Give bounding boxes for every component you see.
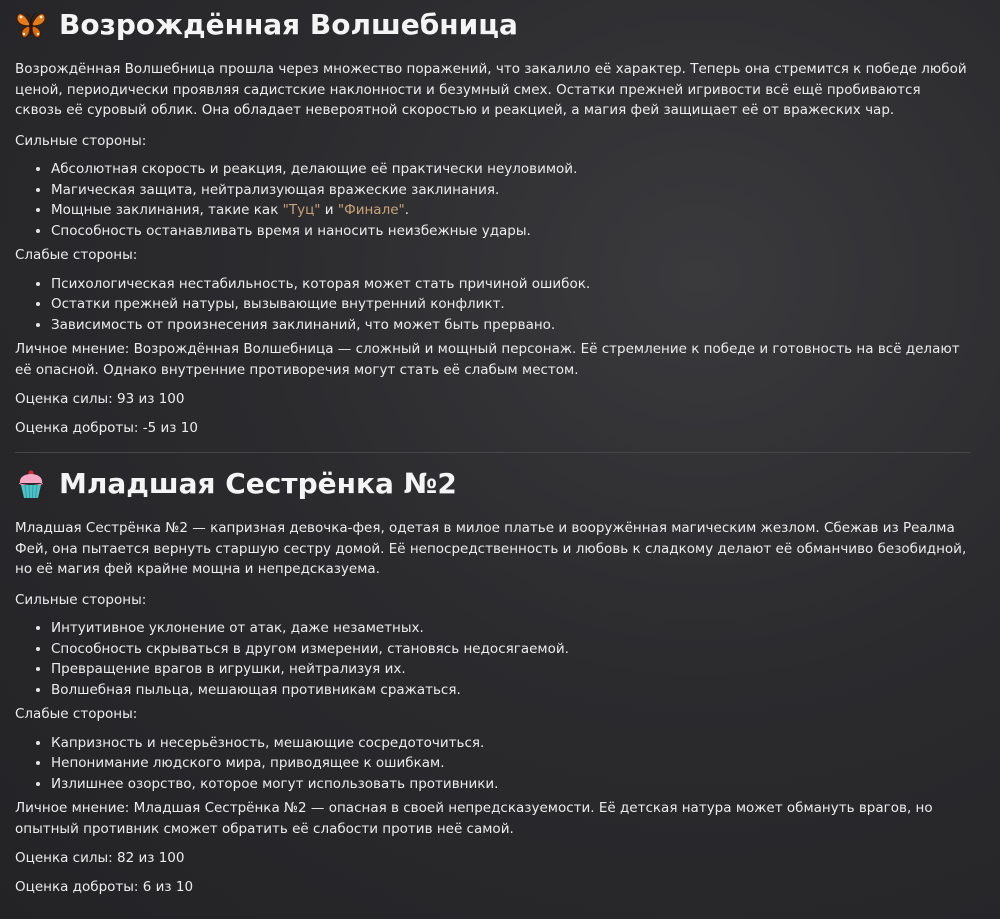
weaknesses-label: Слабые стороны: bbox=[15, 247, 138, 263]
list-item: • Психологическая нестабильность, которая может стать причиной ошибок. bbox=[51, 274, 970, 295]
power-score: Оценка силы: 93 из 100 bbox=[15, 391, 185, 407]
character-section-little-sister bbox=[15, 452, 970, 897]
character-section-sorceress bbox=[15, 4, 970, 438]
strengths-list bbox=[15, 618, 970, 700]
spell-name: "Туц" bbox=[282, 202, 321, 218]
weaknesses-list bbox=[15, 274, 970, 336]
strengths-list bbox=[15, 159, 970, 241]
weaknesses-list bbox=[15, 733, 970, 795]
kindness-score: Оценка доброты: 6 из 10 bbox=[15, 878, 194, 895]
list-item-text: Мощные заклинания, такие как bbox=[51, 202, 283, 218]
list-item: • Способность скрываться в другом измерении, становясь недосягаемой. bbox=[51, 639, 970, 660]
section-heading bbox=[15, 463, 970, 505]
list-item: • Излишнее озорство, которое могут использовать противники. bbox=[51, 774, 970, 795]
intro-paragraph: Возрождённая Волшебница прошла через множество поражений, что закалило её характер. Теперь она стремится к победе любой ценой, периодически проявляя садистские наклонности и безумный смех. Остатки прежней игривости всё ещё пробиваются сквозь её суровый облик. Она обладает невероятной скоростью и реакцией, а магия фей защищает её от вражеских чар. bbox=[15, 61, 967, 118]
list-item: • Интуитивное уклонение от атак, даже незаметных. bbox=[51, 618, 970, 639]
list-item: • Магическая защита, нейтрализующая вражеские заклинания. bbox=[51, 180, 970, 201]
strengths-label: Сильные стороны: bbox=[15, 132, 147, 149]
butterfly-icon bbox=[15, 9, 47, 41]
opinion-paragraph: Личное мнение: Младшая Сестрёнка №2 — опасная в своей непредсказуемости. Её детская натура может обмануть врагов, но опытный противник сможет обратить её слабости против неё самой. bbox=[15, 800, 933, 837]
section-heading bbox=[15, 4, 970, 46]
list-item: • Остатки прежней натуры, вызывающие внутренний конфликт. bbox=[51, 294, 970, 315]
list-item: • Превращение врагов в игрушки, нейтрализуя их. bbox=[51, 659, 970, 680]
list-item: • Непонимание людского мира, приводящее к ошибкам. bbox=[51, 753, 970, 774]
cupcake-icon bbox=[15, 468, 47, 500]
list-item bbox=[51, 200, 970, 221]
intro-paragraph: Младшая Сестрёнка №2 — капризная девочка-фея, одетая в милое платье и вооружённая магическим жезлом. Сбежав из Реалма Фей, она пытается вернуть старшую сестру домой. Её непосредственность и любовь к сладкому делают её обманчиво безобидной, но её магия фей крайне мощна и непредсказуема. bbox=[15, 520, 967, 577]
list-item-text: и bbox=[320, 202, 338, 218]
weaknesses-label: Слабые стороны: bbox=[15, 706, 138, 722]
section-title: Младшая Сестрёнка №2 bbox=[59, 467, 457, 500]
list-item: • Волшебная пыльца, мешающая противникам сражаться. bbox=[51, 680, 970, 701]
list-item: • Способность останавливать время и наносить неизбежные удары. bbox=[51, 221, 970, 242]
spell-name: "Финале" bbox=[337, 202, 405, 218]
section-title: Возрождённая Волшебница bbox=[59, 8, 518, 41]
list-item: • Зависимость от произнесения заклинаний, что может быть прервано. bbox=[51, 315, 970, 336]
opinion-paragraph: Личное мнение: Возрождённая Волшебница — сложный и мощный персонаж. Её стремление к победе и готовность на всё делают её опасной. Однако внутренние противоречия могут стать её слабым местом. bbox=[15, 341, 960, 378]
list-item: • Капризность и несерьёзность, мешающие сосредоточиться. bbox=[51, 733, 970, 754]
list-item: • Абсолютная скорость и реакция, делающие её практически неуловимой. bbox=[51, 159, 970, 180]
strengths-label: Сильные стороны: bbox=[15, 591, 147, 608]
list-item-text: . bbox=[404, 202, 410, 218]
power-score: Оценка силы: 82 из 100 bbox=[15, 850, 185, 866]
kindness-score: Оценка доброты: -5 из 10 bbox=[15, 419, 198, 436]
